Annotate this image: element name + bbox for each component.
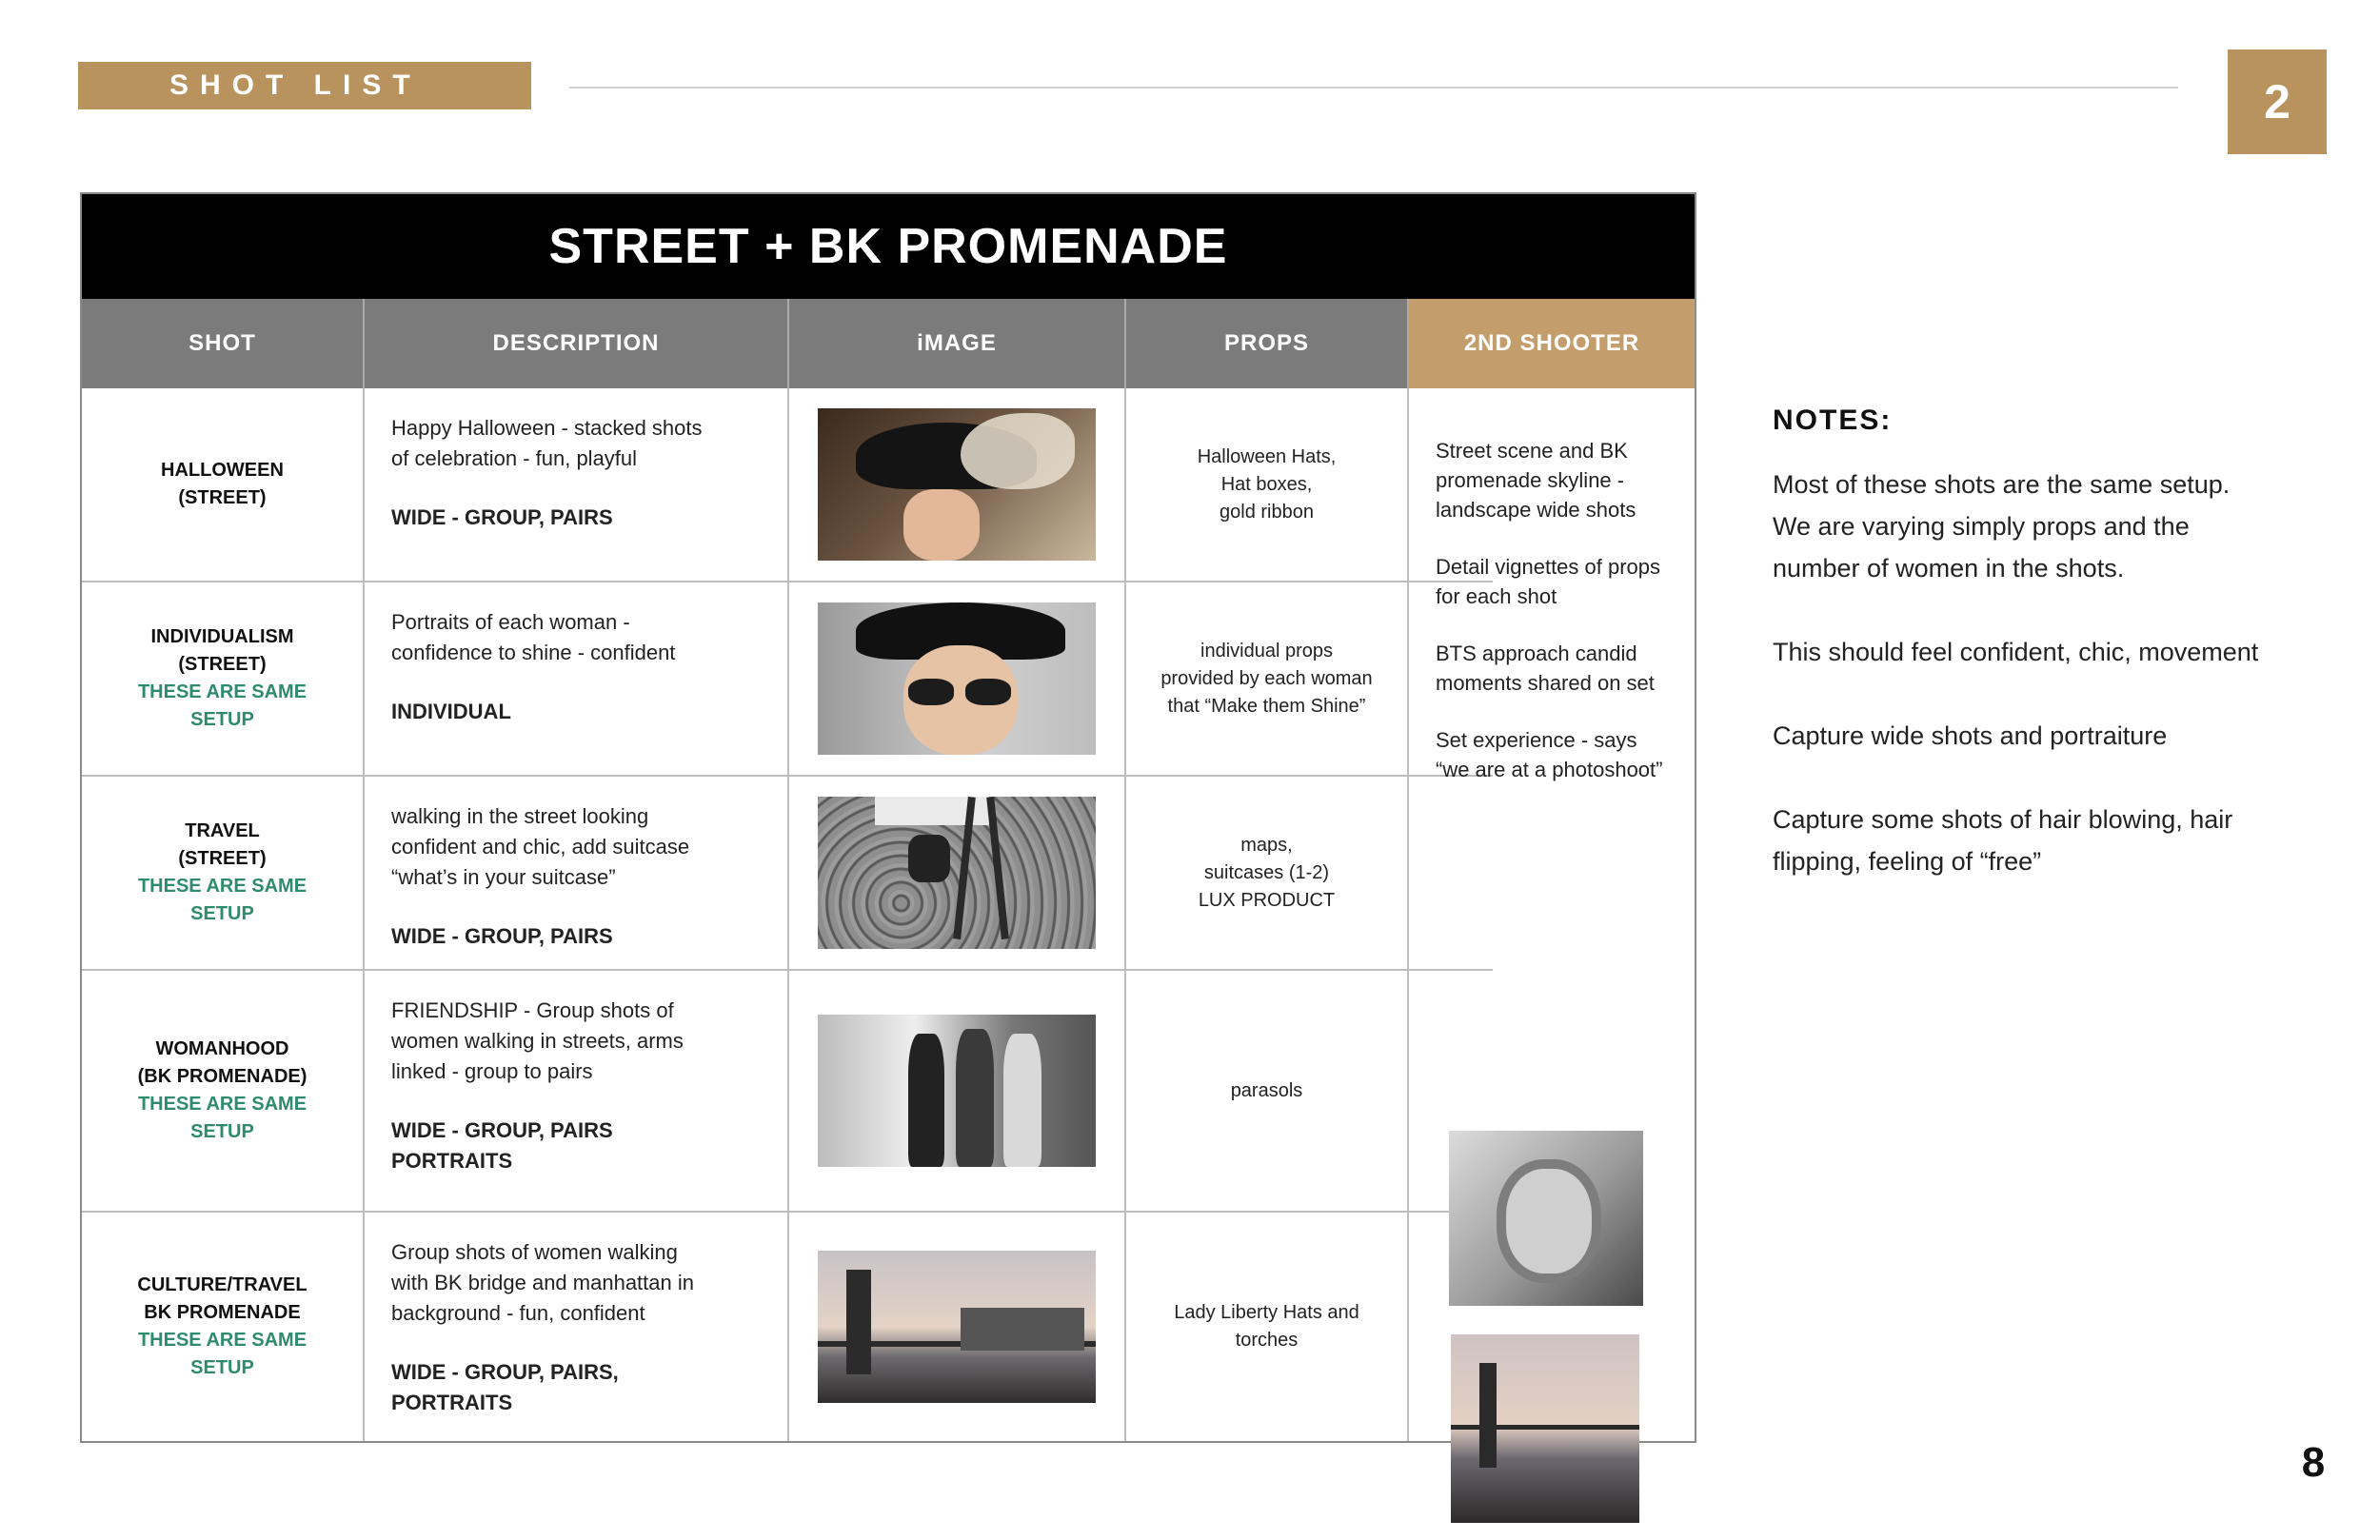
shot-name: HALLOWEEN (STREET)	[161, 460, 284, 508]
description-cell	[365, 388, 789, 581]
brooklyn-bridge-photo	[818, 1251, 1096, 1403]
coverage-keywords: WIDE - GROUP, PAIRS	[391, 924, 613, 948]
table-row	[82, 971, 1493, 1213]
bridge-reference-photo	[1451, 1334, 1639, 1523]
column-header-image: iMAGE	[789, 299, 1126, 388]
shot-cell	[82, 1213, 365, 1441]
table-row	[82, 582, 1493, 777]
sunglasses-portrait-photo	[818, 602, 1096, 755]
props-cell: maps, suitcases (1-2) LUX PRODUCT	[1126, 777, 1409, 969]
image-cell	[789, 1213, 1126, 1441]
shot-name: WOMANHOOD (BK PROMENADE)	[137, 1038, 307, 1087]
description-text: FRIENDSHIP - Group shots of women walking in streets, arms linked - group to pairs	[391, 998, 684, 1083]
shot-cell	[82, 582, 365, 775]
notes-paragraph: Most of these shots are the same setup. We are varying simply props and the number of women in the shots.	[1773, 470, 2231, 582]
shot-name: TRAVEL (STREET)	[178, 820, 267, 869]
props-cell: Halloween Hats, Hat boxes, gold ribbon	[1126, 388, 1409, 581]
shot-list-table	[80, 192, 1696, 1443]
second-shooter-note: Street scene and BK promenade skyline - landscape wide shots	[1436, 439, 1636, 522]
section-tag: SHOT LIST	[78, 62, 531, 109]
description-cell	[365, 1213, 789, 1441]
column-header-2nd-shooter: 2ND SHOOTER	[1409, 299, 1695, 388]
description-cell	[365, 971, 789, 1211]
notes-panel	[1773, 405, 2268, 924]
image-cell	[789, 582, 1126, 775]
shot-cell	[82, 388, 365, 581]
second-shooter-note: BTS approach candid moments shared on set	[1436, 642, 1655, 695]
description-cell	[365, 777, 789, 969]
section-number-badge: 2	[2228, 49, 2327, 154]
coverage-keywords: WIDE - GROUP, PAIRS PORTRAITS	[391, 1118, 613, 1173]
column-header-props: PROPS	[1126, 299, 1409, 388]
notes-paragraph: Capture wide shots and portraiture	[1773, 721, 2168, 750]
coverage-keywords: WIDE - GROUP, PAIRS	[391, 505, 613, 529]
description-cell	[365, 582, 789, 775]
notes-paragraph: This should feel confident, chic, movement	[1773, 638, 2259, 666]
props-cell: Lady Liberty Hats and torches	[1126, 1213, 1409, 1441]
column-header-description: DESCRIPTION	[365, 299, 789, 388]
coverage-keywords: WIDE - GROUP, PAIRS, PORTRAITS	[391, 1360, 619, 1414]
same-setup-note: THESE ARE SAME SETUP	[137, 876, 307, 924]
portrait-reference-photo	[1449, 1131, 1643, 1306]
shot-cell	[82, 971, 365, 1211]
coverage-keywords: INDIVIDUAL	[391, 700, 511, 723]
women-street-photo	[818, 1015, 1096, 1167]
table-row	[82, 388, 1493, 582]
table-title: STREET + BK PROMENADE	[82, 194, 1695, 299]
image-cell	[789, 971, 1126, 1211]
shot-cell	[82, 777, 365, 969]
image-cell	[789, 388, 1126, 581]
description-text: walking in the street looking confident and chic, add suitcase “what’s in your suitcase”	[391, 804, 690, 889]
same-setup-note: THESE ARE SAME SETUP	[137, 681, 307, 730]
header-divider	[569, 87, 2178, 89]
second-shooter-note: Set experience - says “we are at a photoshoot”	[1436, 728, 1663, 781]
page-number: 8	[2301, 1439, 2326, 1486]
props-cell: individual props provided by each woman that “Make them Shine”	[1126, 582, 1409, 775]
shot-name: CULTURE/TRAVEL BK PROMENADE	[137, 1274, 307, 1323]
halloween-hat-photo	[818, 408, 1096, 561]
second-shooter-note: Detail vignettes of props for each shot	[1436, 555, 1661, 608]
same-setup-note: THESE ARE SAME SETUP	[137, 1094, 307, 1142]
table-row	[82, 777, 1493, 971]
second-shooter-column	[1409, 388, 1695, 1441]
description-text: Happy Halloween - stacked shots of celebration - fun, playful	[391, 416, 703, 470]
cobblestone-walk-photo	[818, 797, 1096, 949]
table-row	[82, 1213, 1493, 1441]
image-cell	[789, 777, 1126, 969]
notes-title: NOTES:	[1773, 405, 1893, 436]
column-header-shot: SHOT	[82, 299, 365, 388]
same-setup-note: THESE ARE SAME SETUP	[137, 1330, 307, 1378]
shot-name: INDIVIDUALISM (STREET)	[150, 626, 294, 675]
description-text: Group shots of women walking with BK bridge and manhattan in background - fun, confident	[391, 1240, 694, 1325]
description-text: Portraits of each woman - confidence to shine - confident	[391, 610, 676, 664]
props-cell: parasols	[1126, 971, 1409, 1211]
notes-paragraph: Capture some shots of hair blowing, hair flipping, feeling of “free”	[1773, 805, 2233, 876]
